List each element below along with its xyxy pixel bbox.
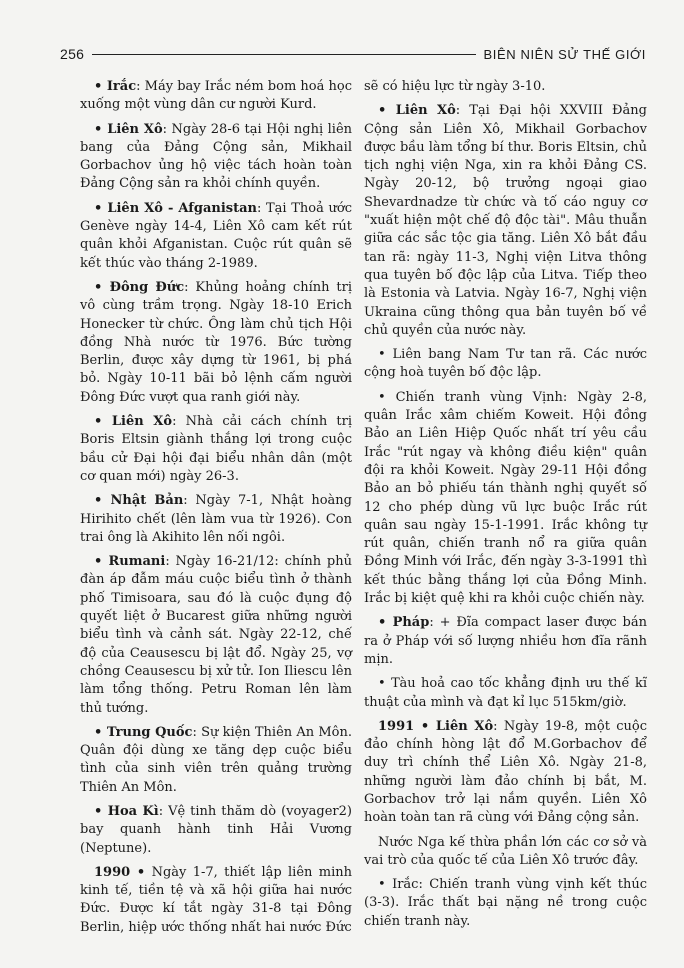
entry-paragraph [364, 675, 647, 712]
entry-paragraph [80, 413, 352, 486]
entry-text: : Tại Đại hội XXVIII Đảng Cộng sản Liên Xô, Mikhail Gorbachov được bầu làm tổng bí thư. Boris Eltsin, chủ tịch nghị viện Nga, xin ra khỏi Đảng CS. Ngày 20-12, bộ trưởng ngoại giao Shevardnadze từ chức và tố cáo nguy cơ "xuất hiện một chế độ độc tài". Mâu thuẫn giữa các sắc tộc gia tăng. Liên Xô bắt đầu tan rã: ngày 11-3, Nghị viện Litva thông qua tuyên bố độc lập của Litva. Tiếp theo là Estonia và Latvia. Ngày 16-7, Nghị viện Ukraina cũng thông qua bản tuyên bố về chủ quyền của nước này. [364, 103, 647, 338]
entry-heading: • Nhật Bản [94, 493, 184, 509]
entry-paragraph [364, 78, 647, 96]
page-header [60, 44, 646, 64]
header-rule [92, 54, 475, 55]
entry-text: : Vệ tinh thăm dò (voyager2) bay quanh hành tinh Hải Vương (Neptune). [80, 803, 352, 856]
entry-heading: • Hoa Kì [94, 803, 159, 819]
entry-heading: • Đông Đức [94, 279, 185, 295]
entry-heading: • Irắc [94, 79, 137, 94]
entry-text: : Tại Thoả ước Genève ngày 14-4, Liên Xô cam kết rút quân khỏi Afganistan. Cuộc rút quân sẽ kết thúc vào tháng 2-1989. [80, 200, 352, 271]
entry-text: : + Đĩa compact laser được bán ra ở Pháp với số lượng nhiều hơn đĩa rãnh mịn. [364, 615, 648, 667]
entry-text: • Chiến tranh vùng Vịnh: Ngày 2-8, quân Irắc xâm chiếm Koweit. Hội đồng Bảo an Liên Hiệp Quốc nhất trí yêu cầu Irắc "rút ngay và không điều kiện" quân đội ra khỏi Koweit. Ngày 29-11 Hội đồng Bảo an bỏ phiếu tán thành nghị quyết số 12 cho phép dùng vũ lực buộc Irắc rút quân sau ngày 15-1-1991. Irắc không tự rút quân, chiến tranh nổ ra giữa quân Đồng Minh với Irắc, đến ngày 3-3-1991 thì kết thúc bằng thắng lợi của Đồng Minh. Irắc bị kiệt quệ khi ra khỏi cuộc chiến này. [364, 389, 647, 607]
entry-paragraph [364, 834, 647, 871]
entry-text: : Ngày 7-1, Nhật hoàng Hirihito chết (lên làm vua từ 1926). Con trai ông là Akihito lên nối ngôi. [80, 493, 352, 545]
entry-text: : Sự kiện Thiên An Môn. Quân đội dùng xe tăng dẹp cuộc biểu tình của sinh viên trên quảng trường Thiên An Môn. [80, 724, 352, 795]
entry-paragraph [364, 389, 647, 609]
right-column [364, 78, 647, 937]
entry-heading: • Liên Xô [94, 121, 163, 137]
entry-paragraph [80, 78, 352, 115]
entry-heading: • Pháp [378, 615, 430, 631]
entry-heading: • Liên Xô [378, 103, 456, 119]
entry-paragraph [80, 492, 352, 547]
entry-paragraph [80, 864, 352, 937]
entry-paragraph [364, 718, 647, 828]
running-title: BIÊN NIÊN SỬ THẾ GIỚI [483, 46, 646, 62]
entry-text: : Khủng hoảng chính trị vô cùng trầm trọng. Ngày 18-10 Erich Honecker từ chức. Ông làm chủ tịch Hội đồng Nhà nước từ 1976. Bức tường Berlin, được xây dựng từ 1961, bị phá bỏ. Ngày 10-11 bãi bỏ lệnh cấm người Đông Đức vượt qua ranh giới này. [80, 279, 352, 405]
entry-paragraph [364, 614, 647, 669]
entry-text: • Irắc: Chiến tranh vùng vịnh kết thúc (3-3). Irắc thất bại nặng nề trong cuộc chiến tranh này. [364, 877, 647, 929]
entry-text: : Ngày 16-21/12: chính phủ đàn áp đẫm máu cuộc biểu tình ở thành phố Timisoara, sau đó là cuộc đụng độ quyết liệt ở Bucarest giữa những người biểu tình và cảnh sát. Ngày 22-12, chế độ của Ceausescu bị lật đổ. Ngày 25, vợ chồng Ceausescu bị xử tử. Ion Iliescu lên làm tổng thống. Petru Roman lên làm thủ tướng. [80, 554, 352, 716]
entry-paragraph [364, 102, 647, 340]
entry-text: : Ngày 19-8, một cuộc đảo chính hòng lật đổ M.Gorbachov để duy trì chính thể Liên Xô. Ngày 21-8, những người làm đảo chính bị bắt, M. Gorbachov trở lại nắm quyền. Liên Xô hoàn toàn tan rã cùng với Đảng cộng sản. [364, 718, 647, 826]
entry-text: : Ngày 28-6 tại Hội nghị liên bang của Đảng Cộng sản, Mikhail Gorbachov ủng hộ việc tách hoàn toàn Đảng Cộng sản ra khỏi chính quyền. [80, 121, 353, 192]
entry-heading: • Liên Xô [94, 414, 173, 430]
entry-text: Nước Nga kế thừa phần lớn các cơ sở và vai trò của quốc tế của Liên Xô trước đây. [364, 834, 647, 868]
entry-text: • Liên bang Nam Tư tan rã. Các nước cộng hoà tuyên bố độc lập. [364, 347, 647, 381]
entry-text: • Tàu hoả cao tốc khẳng định ưu thế kĩ thuật của mình và đạt kỉ lục 515km/giờ. [364, 676, 647, 710]
entry-text: Ngày 1-7, thiết lập liên minh kinh tế, tiền tệ và xã hội giữa hai nước Đức. Được kí tắt ngày 31-8 tại Đông Berlin, hiệp ước thống nhất hai nước Đức [80, 864, 352, 935]
entry-paragraph [364, 346, 647, 383]
entry-text: : Máy bay Irắc ném bom hoá học xuống một vùng dân cư người Kurd. [80, 79, 353, 113]
entry-paragraph [80, 803, 352, 858]
page-number: 256 [60, 46, 85, 62]
entry-paragraph [80, 724, 352, 797]
entry-heading: 1991 • Liên Xô [378, 718, 494, 734]
entry-paragraph [80, 279, 352, 407]
entry-paragraph [80, 121, 352, 194]
entry-paragraph [80, 553, 352, 718]
entry-heading: • Liên Xô - Afganistan [94, 200, 257, 216]
entry-heading: 1990 • [94, 864, 146, 880]
left-column [80, 78, 352, 943]
entry-text: sẽ có hiệu lực từ ngày 3-10. [364, 79, 546, 94]
entry-heading: • Trung Quốc [94, 724, 193, 740]
entry-paragraph [364, 876, 647, 931]
entry-paragraph [80, 200, 352, 273]
entry-heading: • Rumani [94, 554, 166, 570]
entry-text: : Nhà cải cách chính trị Boris Eltsin giành thắng lợi trong cuộc bầu cử Đại hội đại biểu nhân dân (một cơ quan mới) ngày 26-3. [80, 414, 353, 484]
